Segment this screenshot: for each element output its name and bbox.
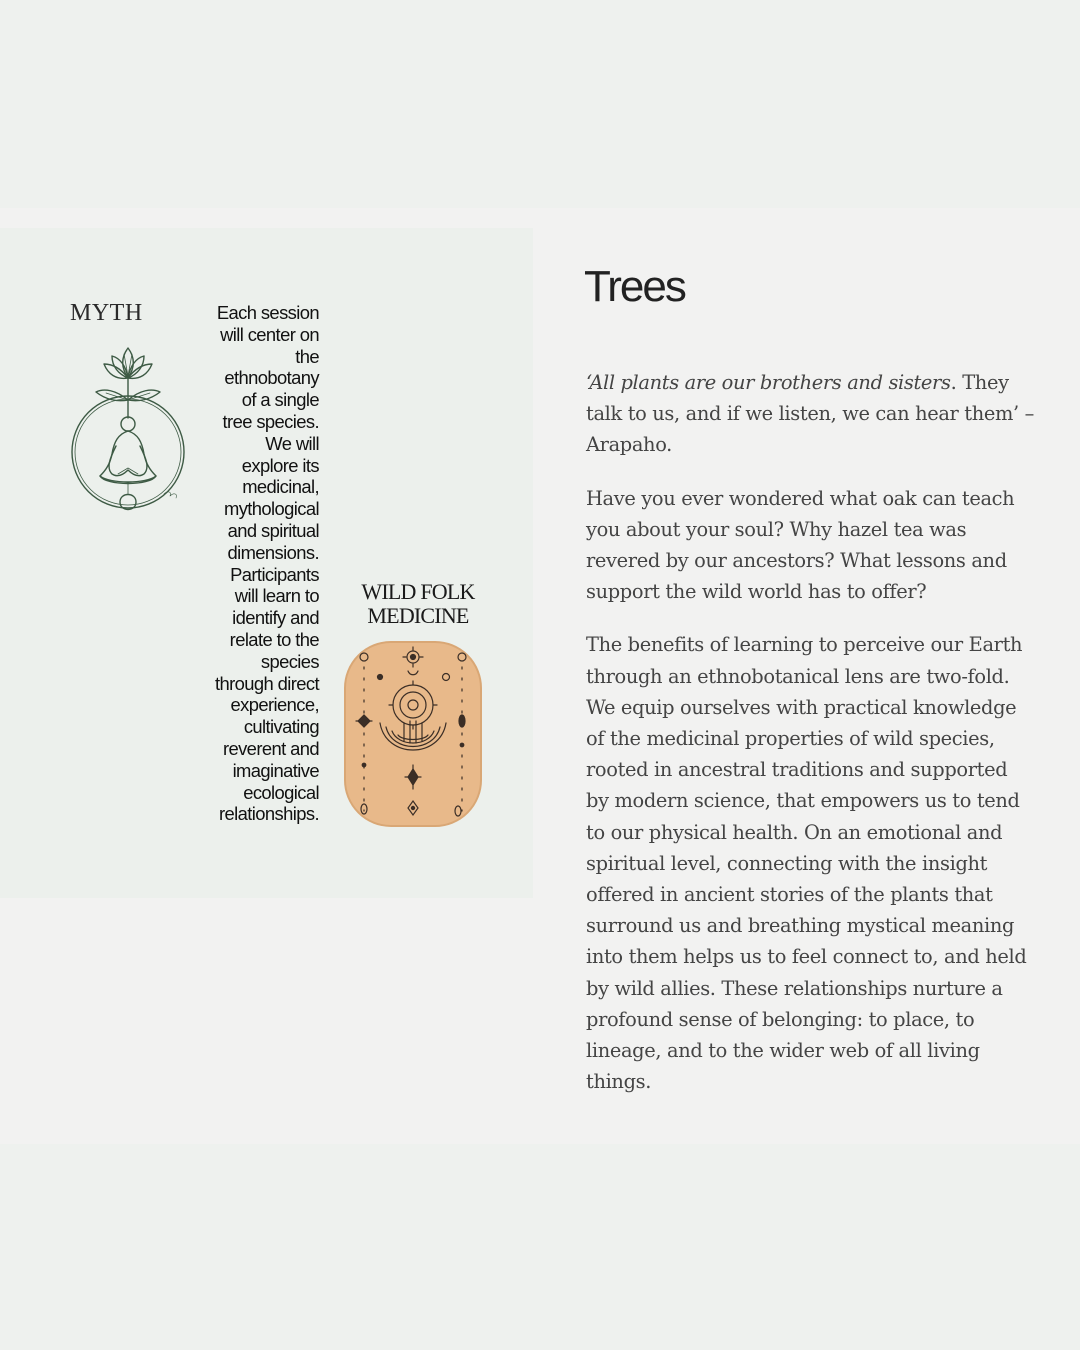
page-title: Trees xyxy=(584,262,685,311)
quote-paragraph xyxy=(586,367,1034,461)
myth-title: MYTH xyxy=(70,300,143,326)
quote-italic: ‘All plants are our brothers and sisters xyxy=(586,371,951,394)
session-line: imaginative xyxy=(232,759,319,781)
session-line: medicinal, xyxy=(242,476,319,498)
wild-folk-medicine-title xyxy=(348,580,488,628)
session-line: mythological xyxy=(223,498,319,520)
session-description xyxy=(190,302,319,825)
celestial-symbols-icon xyxy=(344,641,482,827)
session-line: the xyxy=(295,345,319,367)
session-line: species xyxy=(260,650,319,672)
intro-paragraph: Have you ever wondered what oak can teach you about your soul? Why hazel tea was revered by our ancestors? What lessons and support the wild world has to offer? xyxy=(586,486,1015,604)
meditation-lotus-icon xyxy=(66,342,190,522)
session-line: ethnobotany xyxy=(224,367,319,389)
session-line: cultivating xyxy=(243,716,319,738)
body-copy xyxy=(586,367,1034,1119)
session-line: dimensions. xyxy=(227,541,319,563)
session-line: Each session xyxy=(216,302,319,323)
quote-rest: . They talk to us, and if we listen, we can hear them’ – Arapaho. xyxy=(586,371,1034,457)
session-line: We will xyxy=(265,432,319,454)
session-line: explore its xyxy=(241,454,319,476)
benefits-paragraph: The benefits of learning to perceive our Earth through an ethnobotanical lens are two-fold. We equip ourselves with practical knowledge of the medicinal properties of wild species, rooted in ancestral traditions and supported by modern science, that empowers us to tend to our physical health. On an emotional and spiritual level, connecting with the insight offered in ancient stories of the plants that surround us and breathing mystical meaning into them helps us to feel connect to, and held by wild allies. These relationships nurture a profound sense of belonging: to place, to lineage, and to the wider web of all living things. xyxy=(586,633,1027,1094)
session-line: experience, xyxy=(230,694,319,716)
wfm-title-line: WILD FOLK xyxy=(361,579,475,604)
session-line: relationships. xyxy=(219,803,319,825)
session-line: will learn to xyxy=(234,585,319,607)
session-line: of a single xyxy=(241,389,319,411)
session-line: through direct xyxy=(214,672,319,694)
wfm-title-line: MEDICINE xyxy=(367,603,469,628)
session-line: reverent and xyxy=(222,737,319,759)
session-line: will center on xyxy=(220,323,319,345)
session-line: and spiritual xyxy=(227,519,319,541)
session-line: tree species. xyxy=(222,410,319,432)
session-line: Participants xyxy=(230,563,319,585)
session-line: ecological xyxy=(243,781,319,803)
session-line: relate to the xyxy=(229,628,319,650)
session-line: identify and xyxy=(232,607,319,629)
